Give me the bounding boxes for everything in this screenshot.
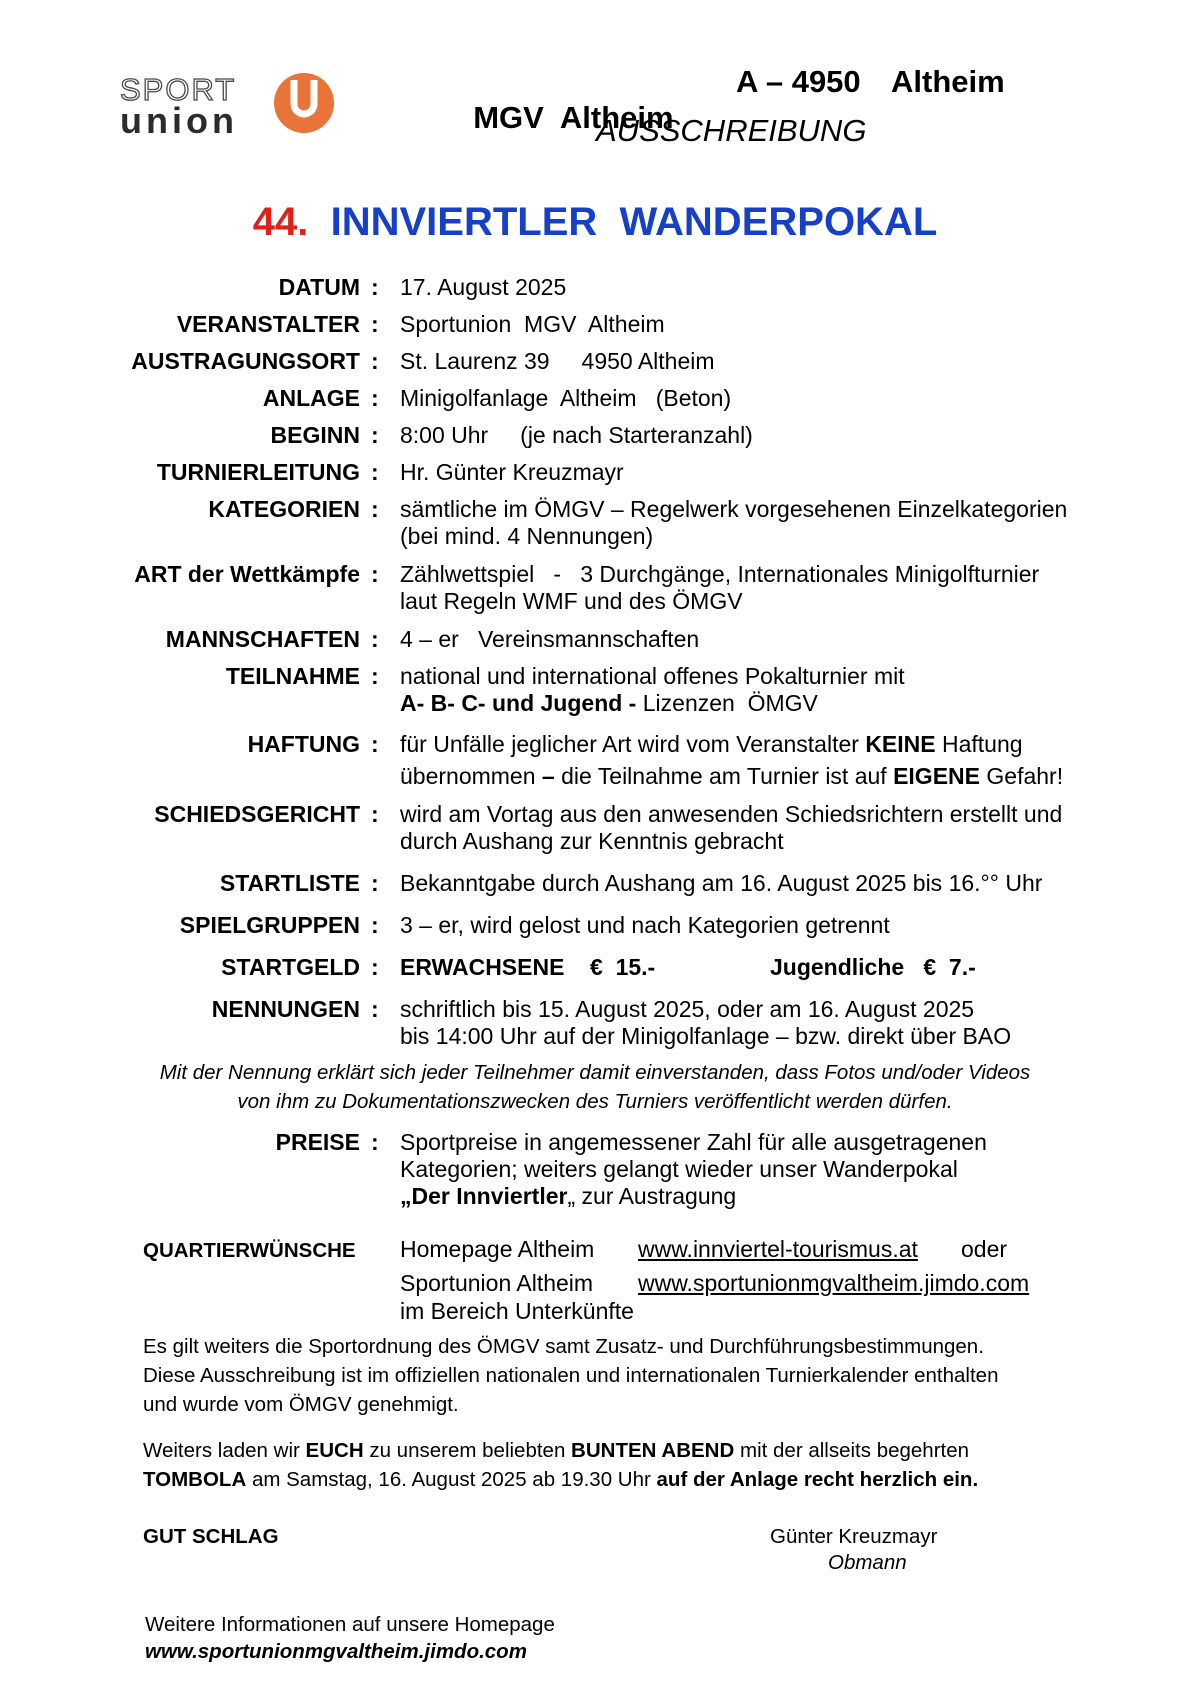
closing-greeting: GUT SCHLAG — [143, 1525, 279, 1548]
paragraph-line: Diese Ausschreibung ist im offiziellen nationalen und internationalen Turnierkalender enthalten — [143, 1364, 999, 1387]
title-number: 44. — [252, 200, 309, 244]
trophy-name: „Der Innviertler — [400, 1183, 568, 1209]
field-value-line: wird am Vortag aus den anwesenden Schiedsrichtern erstellt und — [400, 801, 1063, 827]
text-run-bold: BUNTEN ABEND — [571, 1439, 735, 1462]
field-value-line — [400, 728, 1120, 760]
field-colon: : — [371, 801, 379, 827]
field-colon: : — [371, 996, 379, 1022]
field-colon: : — [371, 274, 379, 300]
quartier-label: QUARTIERWÜNSCHE — [143, 1239, 356, 1262]
field-label: BEGINN — [270, 422, 360, 448]
field-value-line: (bei mind. 4 Nennungen) — [400, 523, 654, 549]
club-homepage-link[interactable]: www.sportunionmgvaltheim.jimdo.com — [638, 1270, 1030, 1296]
field-value: 4 – er Vereinsmannschaften — [400, 626, 700, 652]
text-run-bold: auf der Anlage recht herzlich ein. — [656, 1468, 979, 1491]
field-colon: : — [371, 663, 379, 689]
text-run-bold: EUCH — [305, 1439, 364, 1462]
field-value-line: laut Regeln WMF und des ÖMGV — [400, 588, 743, 614]
header-postcode: A – 4950 — [736, 64, 861, 99]
license-text: Lizenzen ÖMGV — [636, 690, 818, 716]
field-label: AUSTRAGUNGSORT — [131, 348, 360, 374]
page-title — [0, 200, 1190, 245]
field-value-line: durch Aushang zur Kenntnis gebracht — [400, 828, 784, 854]
text-run-bold: – — [541, 763, 555, 789]
field-label: TEILNAHME — [225, 663, 360, 689]
footer-homepage-link[interactable]: www.sportunionmgvaltheim.jimdo.com — [145, 1640, 527, 1663]
field-label: SPIELGRUPPEN — [179, 912, 360, 938]
sportunion-logo — [120, 70, 340, 140]
field-label: DATUM — [278, 274, 360, 300]
field-value: Minigolfanlage Altheim (Beton) — [400, 385, 732, 411]
text-run: Haftung — [935, 731, 1023, 757]
text-run: mit der allseits begehrten — [734, 1439, 970, 1462]
field-label: HAFTUNG — [247, 731, 360, 757]
paragraph-line — [143, 1465, 1103, 1494]
header-club: MGV Altheim — [473, 100, 674, 135]
field-value: Sportunion MGV Altheim — [400, 311, 665, 337]
consent-note-line: Mit der Nennung erklärt sich jeder Teilnehmer damit einverstanden, dass Fotos und/oder Videos — [159, 1061, 1031, 1084]
field-value-line — [400, 760, 1120, 792]
field-value-line — [400, 1183, 1120, 1210]
license-classes: A- B- C- und Jugend - — [400, 690, 637, 716]
title-text: INNVIERTLER WANDERPOKAL — [330, 200, 938, 244]
logo-word-union: union — [120, 100, 238, 141]
text-run: Weiters laden wir — [143, 1439, 306, 1462]
text-run-bold: TOMBOLA — [143, 1468, 247, 1491]
signer-role: Obmann — [828, 1551, 907, 1574]
text-run: „ zur Austragung — [567, 1183, 737, 1209]
field-colon: : — [371, 870, 379, 896]
sportunion-u-logo-icon — [273, 72, 335, 134]
field-label: STARTGELD — [221, 954, 360, 980]
invitation-paragraph — [143, 1436, 1103, 1494]
footer-text: Weitere Informationen auf unsere Homepage — [145, 1613, 555, 1636]
tourism-link[interactable]: www.innviertel-tourismus.at — [638, 1236, 918, 1262]
field-colon: : — [371, 348, 379, 374]
quartier-row2-text: Sportunion Altheim — [400, 1270, 594, 1296]
field-colon: : — [371, 311, 379, 337]
field-label: VERANSTALTER — [176, 311, 360, 337]
field-value: St. Laurenz 39 4950 Altheim — [400, 348, 715, 374]
startgeld-youth: Jugendliche € 7.- — [770, 954, 976, 980]
field-label: NENNUNGEN — [211, 996, 360, 1022]
field-label: KATEGORIEN — [208, 496, 360, 522]
text-run: übernommen — [400, 763, 542, 789]
field-label: TURNIERLEITUNG — [156, 459, 360, 485]
consent-note-line: von ihm zu Dokumentationszwecken des Turniers veröffentlicht werden dürfen. — [237, 1090, 953, 1113]
header-doc-type: AUSSCHREIBUNG — [596, 113, 867, 148]
field-value-line: sämtliche im ÖMGV – Regelwerk vorgesehenen Einzelkategorien — [400, 496, 1068, 522]
field-value-line: national und international offenes Pokalturnier mit — [400, 663, 905, 689]
quartier-row1-text: Homepage Altheim — [400, 1236, 595, 1262]
text-run: am Samstag, 16. August 2025 ab 19.30 Uhr — [246, 1468, 657, 1491]
field-colon: : — [371, 422, 379, 448]
field-colon: : — [371, 385, 379, 411]
field-value-line: bis 14:00 Uhr auf der Minigolfanlage – bzw. direkt über BAO — [400, 1023, 1012, 1049]
startgeld-adults: ERWACHSENE € 15.- — [400, 954, 656, 980]
quartier-or: oder — [961, 1236, 1008, 1262]
field-colon: : — [371, 954, 379, 980]
quartier-row3-text: im Bereich Unterkünfte — [400, 1298, 634, 1324]
field-colon: : — [371, 1129, 379, 1155]
consent-note — [0, 1058, 1190, 1116]
field-value: 8:00 Uhr (je nach Starteranzahl) — [400, 422, 753, 448]
field-value: 3 – er, wird gelost und nach Kategorien getrennt — [400, 912, 890, 938]
field-colon: : — [371, 561, 379, 587]
field-colon: : — [371, 496, 379, 522]
text-run: zu unserem beliebten — [363, 1439, 572, 1462]
field-colon: : — [371, 626, 379, 652]
text-run: Gefahr! — [980, 763, 1064, 789]
text-run-bold: EIGENE — [893, 763, 980, 789]
text-run: für Unfälle jeglicher Art wird vom Veranstalter — [400, 731, 866, 757]
field-value: Hr. Günter Kreuzmayr — [400, 459, 624, 485]
field-label: MANNSCHAFTEN — [165, 626, 360, 652]
signer-name: Günter Kreuzmayr — [770, 1525, 938, 1548]
field-label: STARTLISTE — [219, 870, 360, 896]
field-value-line: Kategorien; weiters gelangt wieder unser Wanderpokal — [400, 1156, 958, 1182]
field-colon: : — [371, 731, 379, 757]
text-run-bold: KEINE — [865, 731, 936, 757]
field-colon: : — [371, 459, 379, 485]
field-label: ART der Wettkämpfe — [134, 561, 360, 587]
paragraph-line — [143, 1436, 1103, 1465]
field-colon: : — [371, 912, 379, 938]
field-value-line: Zählwettspiel - 3 Durchgänge, Internationales Minigolfturnier — [400, 561, 1040, 587]
field-label: ANLAGE — [262, 385, 360, 411]
field-value: Bekanntgabe durch Aushang am 16. August 2025 bis 16.°° Uhr — [400, 870, 1043, 896]
field-value-line: schriftlich bis 15. August 2025, oder am 16. August 2025 — [400, 996, 975, 1022]
paragraph-line: Es gilt weiters die Sportordnung des ÖMGV samt Zusatz- und Durchführungsbestimmungen. — [143, 1335, 984, 1358]
text-run: die Teilnahme am Turnier ist auf — [554, 763, 894, 789]
header-town: Altheim — [891, 64, 1005, 99]
logo-word-sport: SPORT — [120, 72, 237, 107]
field-label: PREISE — [275, 1129, 360, 1155]
rules-paragraph — [143, 1332, 1103, 1419]
field-value-line — [400, 690, 1120, 717]
paragraph-line: und wurde vom ÖMGV genehmigt. — [143, 1393, 459, 1416]
field-value-line: Sportpreise in angemessener Zahl für alle ausgetragenen — [400, 1129, 987, 1155]
field-label: SCHIEDSGERICHT — [154, 801, 360, 827]
field-value: 17. August 2025 — [400, 274, 567, 300]
